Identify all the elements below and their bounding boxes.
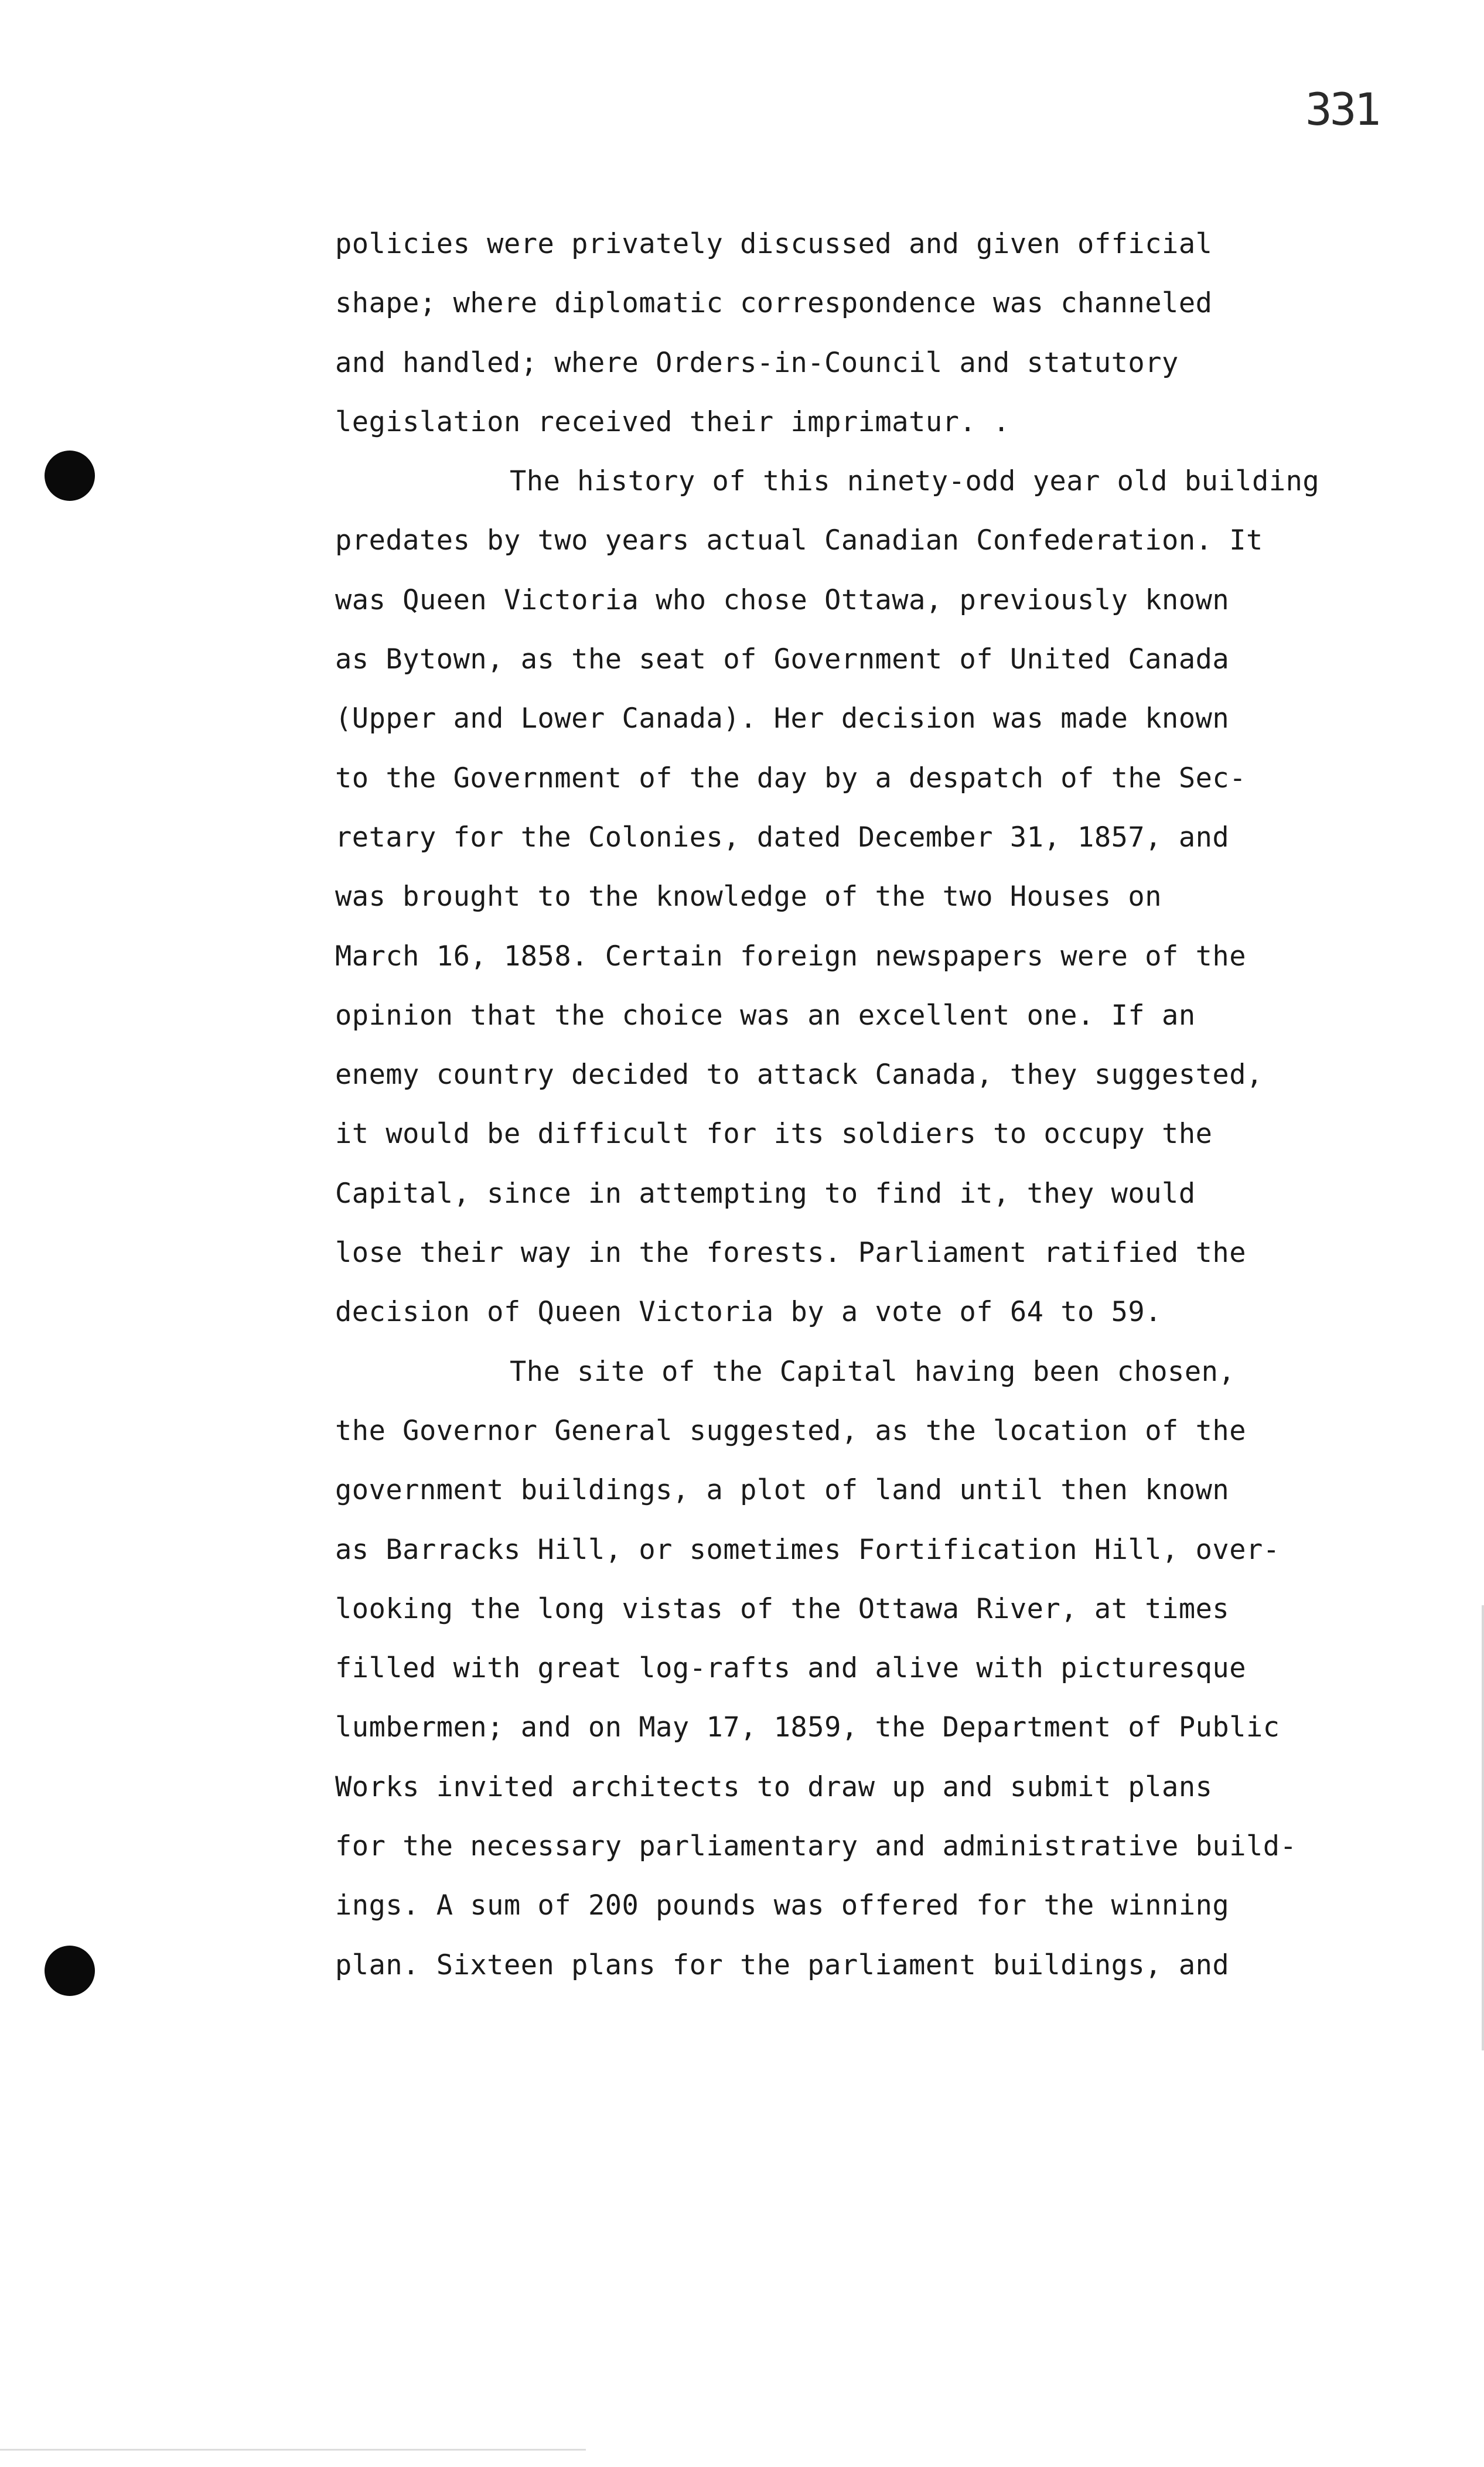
text-line: lumbermen; and on May 17, 1859, the Department of Public xyxy=(335,1711,1280,1744)
text-line: as Barracks Hill, or sometimes Fortification Hill, over- xyxy=(335,1533,1280,1566)
text-line: government buildings, a plot of land until then known xyxy=(335,1474,1230,1507)
text-line: Works invited architects to draw up and submit plans xyxy=(335,1770,1213,1803)
text-line: legislation received their imprimatur. . xyxy=(335,405,1010,438)
text-line: retary for the Colonies, dated December 31, 1857, and xyxy=(335,821,1230,854)
text-line: opinion that the choice was an excellent one. If an xyxy=(335,999,1196,1032)
text-line: was Queen Victoria who chose Ottawa, previously known xyxy=(335,584,1230,616)
text-line: for the necessary parliamentary and administrative build- xyxy=(335,1830,1297,1863)
text-line: (Upper and Lower Canada). Her decision was made known xyxy=(335,702,1230,735)
text-line: ings. A sum of 200 pounds was offered for the winning xyxy=(335,1889,1230,1922)
text-line: The history of this ninety-odd year old building xyxy=(510,465,1320,498)
scan-bottom-mark xyxy=(0,2449,586,2451)
text-line: was brought to the knowledge of the two Houses on xyxy=(335,881,1162,913)
text-line: filled with great log-rafts and alive with picturesque xyxy=(335,1652,1247,1685)
body-text xyxy=(335,214,1390,1995)
text-line: it would be difficult for its soldiers to occupy the xyxy=(335,1118,1213,1151)
text-line: March 16, 1858. Certain foreign newspapers were of the xyxy=(335,940,1247,973)
text-line: Capital, since in attempting to find it, they would xyxy=(335,1177,1196,1210)
text-line: The site of the Capital having been chosen, xyxy=(510,1355,1236,1388)
text-line: policies were privately discussed and given official xyxy=(335,228,1213,260)
text-line: looking the long vistas of the Ottawa River, at times xyxy=(335,1592,1230,1625)
text-line: predates by two years actual Canadian Confederation. It xyxy=(335,524,1263,557)
text-line: shape; where diplomatic correspondence was channeled xyxy=(335,287,1213,320)
text-line: to the Government of the day by a despatch of the Sec- xyxy=(335,762,1247,794)
text-line: plan. Sixteen plans for the parliament buildings, and xyxy=(335,1949,1230,1981)
text-line: decision of Queen Victoria by a vote of 64 to 59. xyxy=(335,1296,1162,1329)
punch-hole-bottom xyxy=(45,1946,95,1996)
text-line: as Bytown, as the seat of Government of United Canada xyxy=(335,643,1230,676)
text-line: enemy country decided to attack Canada, they suggested, xyxy=(335,1059,1263,1091)
text-line: lose their way in the forests. Parliament ratified the xyxy=(335,1237,1247,1270)
text-line: the Governor General suggested, as the location of the xyxy=(335,1414,1247,1447)
punch-hole-top xyxy=(45,451,95,501)
text-line: and handled; where Orders-in-Council and statutory xyxy=(335,346,1179,379)
scan-edge-mark xyxy=(1482,1605,1484,2050)
page-number: 331 xyxy=(1305,83,1379,135)
